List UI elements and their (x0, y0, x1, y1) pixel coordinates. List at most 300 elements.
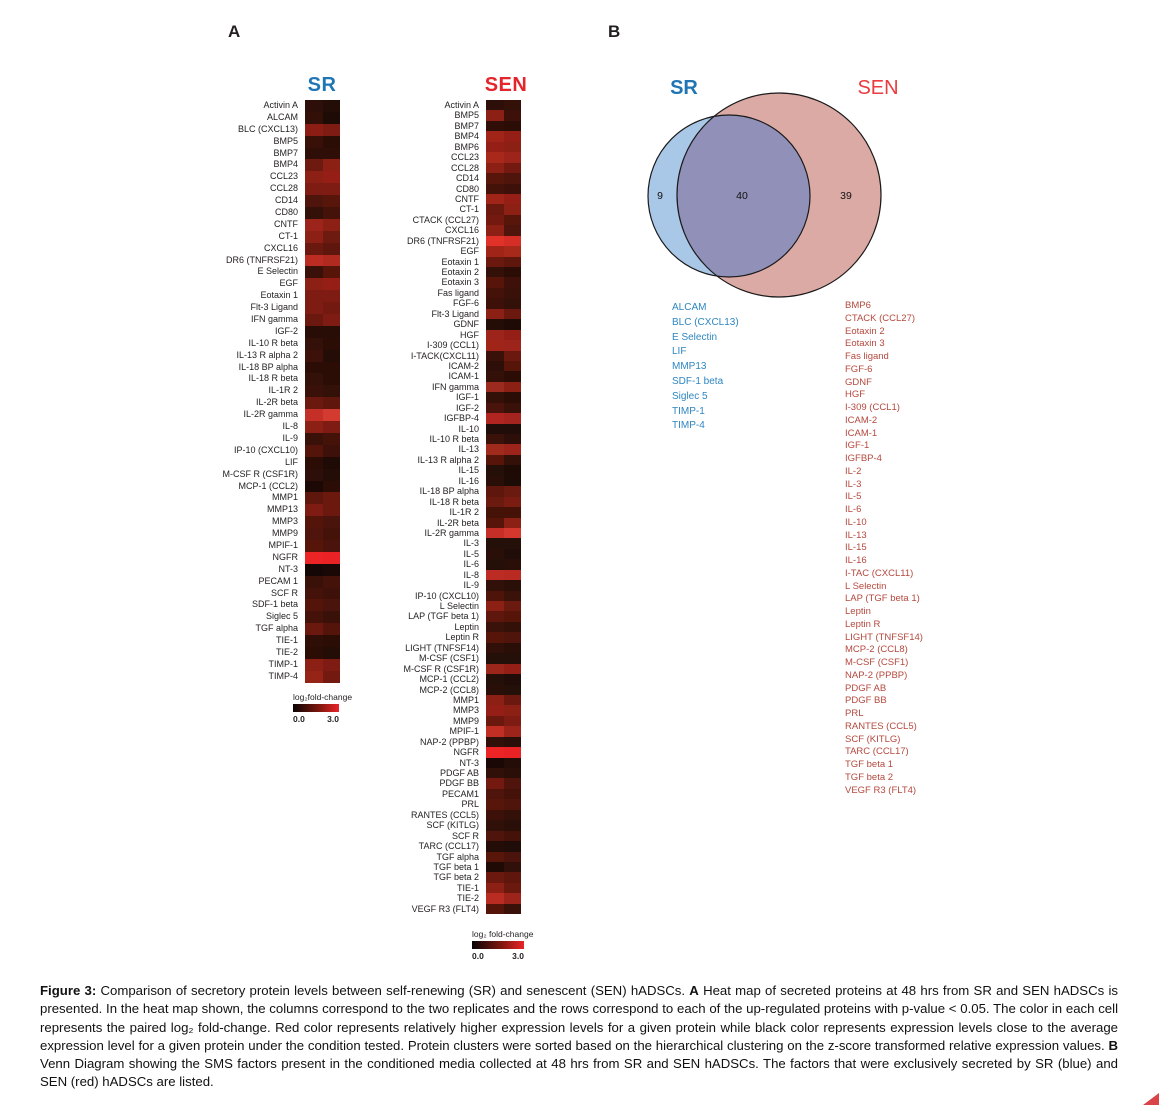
sr-exclusive-item: TIMP-4 (672, 420, 705, 432)
protein-label: CD80 (274, 207, 298, 218)
sen-exclusive-list (845, 300, 923, 797)
heatmap-cell-replicate1 (486, 622, 504, 632)
heatmap-cell-replicate2 (504, 737, 522, 747)
protein-label: CCL28 (269, 183, 298, 194)
heatmap-cell-replicate1 (486, 476, 504, 486)
protein-label: Leptin (454, 621, 479, 632)
protein-label: IL-6 (463, 559, 479, 570)
heatmap-cell-replicate2 (504, 351, 522, 361)
protein-label: IL-13 R alpha 2 (236, 349, 298, 360)
heatmap-cell-replicate2 (504, 747, 522, 757)
heatmap-cell-replicate1 (486, 110, 504, 120)
heatmap-cell-replicate2 (504, 184, 522, 194)
heatmap-row (273, 507, 521, 517)
protein-label: BMP7 (273, 147, 298, 158)
sen-exclusive-item: Leptin R (845, 618, 881, 630)
heatmap-row (273, 862, 521, 872)
heatmap-row (273, 288, 521, 298)
heatmap-row (273, 225, 521, 235)
heatmap-cell-replicate1 (486, 570, 504, 580)
protein-label: IL-3 (463, 538, 479, 549)
sen-exclusive-item: BMP6 (845, 300, 871, 311)
heatmap-cell-replicate2 (504, 319, 522, 329)
heatmap-row (273, 476, 521, 486)
heatmap-row (273, 424, 521, 434)
protein-label: MMP1 (271, 492, 298, 503)
protein-label: CD14 (274, 195, 298, 206)
heatmap-row (273, 893, 521, 903)
protein-label: BMP6 (454, 141, 479, 152)
protein-label: IFN gamma (431, 381, 479, 392)
heatmap-cell-replicate2 (504, 716, 522, 726)
heatmap-cell-replicate2 (504, 591, 522, 601)
protein-label: NT-3 (278, 563, 298, 574)
heatmap-row (273, 518, 521, 528)
heatmap-cell-replicate2 (504, 152, 522, 162)
heatmap-cell-replicate2 (504, 236, 522, 246)
heatmap-row (273, 330, 521, 340)
venn-sen-only-count: 39 (840, 190, 852, 202)
heatmap-row (273, 382, 521, 392)
heatmap-row (273, 497, 521, 507)
protein-label: VEGF R3 (FLT4) (411, 903, 479, 914)
heatmap-row (273, 434, 521, 444)
venn-diagram (635, 70, 925, 315)
heatmap-cell-replicate2 (504, 194, 522, 204)
heatmap-cell-replicate2 (504, 215, 522, 225)
protein-label: ICAM-2 (448, 360, 479, 371)
heatmap-cell-replicate1 (486, 257, 504, 267)
heatmap-cell-replicate2 (504, 622, 522, 632)
sen-scale-label: log₂ fold-change (472, 929, 534, 939)
heatmap-row (273, 611, 521, 621)
heatmap-cell-replicate1 (486, 643, 504, 653)
protein-label: CCL23 (450, 152, 479, 163)
heatmap-row (273, 726, 521, 736)
heatmap-cell-replicate1 (486, 705, 504, 715)
protein-label: SDF-1 beta (251, 599, 298, 610)
heatmap-cell-replicate2 (504, 872, 522, 882)
heatmap-cell-replicate2 (504, 267, 522, 277)
heatmap-row (273, 361, 521, 371)
protein-label: IL-15 (458, 465, 479, 476)
sen-exclusive-item: Fas ligand (845, 351, 889, 362)
heatmap-cell-replicate1 (486, 538, 504, 548)
caption-segment: B (1108, 1037, 1118, 1053)
heatmap-cell-replicate1 (486, 465, 504, 475)
protein-label: MMP1 (452, 694, 479, 705)
protein-label: IGF-2 (274, 325, 298, 336)
protein-label: IL-10 R beta (248, 337, 298, 348)
sen-heatmap (273, 100, 521, 914)
heatmap-cell-replicate2 (504, 413, 522, 423)
heatmap-cell-replicate2 (504, 257, 522, 267)
heatmap-row (273, 820, 521, 830)
heatmap-row (273, 538, 521, 548)
heatmap-row (273, 257, 521, 267)
heatmap-cell-replicate1 (486, 351, 504, 361)
heatmap-row (273, 340, 521, 350)
protein-label: Siglec 5 (265, 611, 298, 622)
sen-scale-min: 0.0 (472, 951, 484, 961)
protein-label: IL-8 (463, 569, 479, 580)
protein-label: CT-1 (459, 204, 479, 215)
heatmap-row (273, 444, 521, 454)
heatmap-row (273, 549, 521, 559)
heatmap-row (273, 883, 521, 893)
heatmap-row (273, 758, 521, 768)
protein-label: DR6 (TNFRSF21) (406, 235, 479, 246)
heatmap-cell-replicate2 (504, 121, 522, 131)
heatmap-row (273, 716, 521, 726)
heatmap-cell-replicate2 (504, 371, 522, 381)
protein-label: IL-5 (463, 548, 479, 559)
heatmap-cell-replicate1 (486, 236, 504, 246)
protein-label: E Selectin (257, 266, 298, 277)
heatmap-cell-replicate1 (486, 424, 504, 434)
heatmap-cell-replicate2 (504, 778, 522, 788)
heatmap-cell-replicate2 (504, 476, 522, 486)
heatmap-cell-replicate2 (504, 549, 522, 559)
heatmap-cell-replicate1 (486, 580, 504, 590)
heatmap-cell-replicate2 (504, 392, 522, 402)
protein-label: ICAM-1 (448, 371, 479, 382)
protein-label: MMP9 (271, 528, 298, 539)
heatmap-cell-replicate1 (486, 726, 504, 736)
heatmap-cell-replicate2 (504, 465, 522, 475)
sen-exclusive-item: Leptin (845, 606, 871, 617)
protein-label: SCF R (452, 830, 479, 841)
protein-label: MMP9 (452, 715, 479, 726)
sen-exclusive-item: PDGF AB (845, 682, 887, 694)
heatmap-cell-replicate2 (504, 298, 522, 308)
sr-heatmap-title: SR (307, 74, 337, 96)
protein-label: BMP4 (273, 159, 298, 170)
sen-exclusive-item: LIGHT (TNFSF14) (845, 631, 923, 643)
protein-label: CD80 (455, 183, 479, 194)
heatmap-cell-replicate2 (504, 340, 522, 350)
heatmap-cell-replicate2 (504, 455, 522, 465)
protein-label: CNTF (455, 193, 479, 204)
protein-label: BMP5 (273, 135, 298, 146)
protein-label: IL-16 (458, 475, 479, 486)
heatmap-cell-replicate1 (486, 330, 504, 340)
heatmap-cell-replicate2 (504, 528, 522, 538)
sr-scale-label: log₂fold-change (293, 692, 353, 702)
heatmap-cell-replicate1 (486, 820, 504, 830)
sen-exclusive-item: I-309 (CCL1) (845, 402, 900, 413)
heatmap-cell-replicate1 (486, 831, 504, 841)
protein-label: IL-1R 2 (268, 385, 298, 396)
heatmap-cell-replicate2 (504, 831, 522, 841)
heatmap-row (273, 277, 521, 287)
protein-label: M-CSF R (CSF1R) (222, 468, 298, 479)
heatmap-cell-replicate1 (486, 288, 504, 298)
protein-label: BMP5 (454, 110, 479, 121)
heatmap-cell-replicate1 (486, 361, 504, 371)
heatmap-row (273, 872, 521, 882)
protein-label: PDGF AB (439, 768, 479, 778)
sen-scale-gradient (472, 941, 524, 949)
heatmap-cell-replicate2 (504, 893, 522, 903)
heatmap-row (273, 559, 521, 569)
heatmap-cell-replicate1 (486, 758, 504, 768)
heatmap-cell-replicate2 (504, 163, 522, 173)
heatmap-cell-replicate2 (504, 705, 522, 715)
sen-exclusive-item: Eotaxin 2 (845, 325, 885, 337)
protein-label: IL-8 (282, 421, 298, 432)
protein-label: TGF beta 1 (433, 861, 479, 872)
heatmap-row (273, 789, 521, 799)
protein-label: Activin A (444, 100, 479, 110)
heatmap-cell-replicate1 (486, 173, 504, 183)
sen-exclusive-item: GDNF (845, 376, 872, 388)
protein-label: CCL28 (450, 162, 479, 173)
protein-label: IFN gamma (250, 314, 298, 325)
heatmap-cell-replicate2 (504, 434, 522, 444)
heatmap-cell-replicate2 (504, 507, 522, 517)
protein-label: IL-2R beta (255, 397, 298, 408)
protein-label: IL-18 R beta (429, 496, 479, 507)
protein-label: Eotaxin 1 (260, 290, 298, 301)
heatmap-cell-replicate1 (486, 152, 504, 162)
heatmap-row (273, 841, 521, 851)
protein-label: M-CSF R (CSF1R) (403, 663, 479, 674)
protein-label: I-TACK(CXCL11) (410, 350, 479, 361)
heatmap-cell-replicate2 (504, 204, 522, 214)
heatmap-cell-replicate2 (504, 820, 522, 830)
heatmap-cell-replicate1 (486, 632, 504, 642)
heatmap-cell-replicate1 (486, 904, 504, 914)
heatmap-row (273, 799, 521, 809)
heatmap-cell-replicate2 (504, 424, 522, 434)
heatmap-cell-replicate1 (486, 883, 504, 893)
heatmap-row (273, 591, 521, 601)
heatmap-cell-replicate2 (504, 330, 522, 340)
heatmap-cell-replicate1 (486, 810, 504, 820)
heatmap-cell-replicate1 (486, 455, 504, 465)
heatmap-row (273, 173, 521, 183)
protein-label: IGFBP-4 (443, 413, 479, 424)
heatmap-row (273, 152, 521, 162)
protein-label: CTACK (CCL27) (412, 214, 479, 225)
sr-exclusive-item: LIF (672, 346, 687, 358)
heatmap-cell-replicate1 (486, 799, 504, 809)
protein-label: IL-10 (458, 423, 479, 434)
protein-label: IL-2R gamma (424, 527, 479, 538)
protein-label: IL-10 R beta (429, 434, 479, 444)
sr-exclusive-item: TIMP-1 (672, 405, 705, 417)
protein-label: Fas ligand (437, 287, 479, 298)
sen-exclusive-item: ICAM-2 (845, 414, 878, 426)
heatmap-cell-replicate1 (486, 163, 504, 173)
protein-label: NGFR (453, 747, 479, 758)
caption-segment: Comparison of secretory protein levels between self-renewing (SR) and senescent (SEN) hADSCs. (100, 983, 690, 998)
heatmap-cell-replicate2 (504, 601, 522, 611)
heatmap-row (273, 121, 521, 131)
heatmap-row (273, 351, 521, 361)
sr-exclusive-item: E Selectin (672, 331, 718, 343)
sen-color-scale (472, 929, 533, 961)
heatmap-row (273, 403, 521, 413)
heatmap-cell-replicate2 (504, 559, 522, 569)
heatmap-cell-replicate1 (486, 371, 504, 381)
sen-exclusive-item: RANTES (CCL5) (845, 720, 917, 732)
protein-label: BLC (CXCL13) (237, 123, 298, 134)
protein-label: IL-2R gamma (243, 409, 298, 420)
sen-exclusive-item: FGF-6 (845, 363, 873, 375)
protein-label: Eotaxin 1 (441, 256, 479, 267)
heatmap-cell-replicate2 (504, 277, 522, 287)
sen-exclusive-item: IL-3 (845, 478, 862, 490)
protein-label: PDGF BB (439, 778, 479, 789)
heatmap-cell-replicate2 (504, 799, 522, 809)
protein-label: TGF alpha (255, 623, 298, 634)
heatmap-row (273, 319, 521, 329)
protein-label: TIE-2 (456, 893, 479, 904)
heatmap-cell-replicate1 (486, 497, 504, 507)
heatmap-cell-replicate2 (504, 695, 522, 705)
heatmap-cell-replicate1 (486, 549, 504, 559)
heatmap-cell-replicate1 (486, 601, 504, 611)
heatmap-cell-replicate1 (486, 246, 504, 256)
sen-exclusive-item: PRL (845, 708, 864, 719)
protein-label: LIF (284, 456, 298, 467)
protein-label: HGF (460, 329, 479, 340)
heatmap-cell-replicate1 (486, 131, 504, 141)
venn-sen-label: SEN (857, 77, 899, 99)
protein-label: ALCAM (266, 111, 298, 122)
heatmap-row (273, 246, 521, 256)
heatmap-cell-replicate1 (486, 319, 504, 329)
sen-exclusive-item: NAP-2 (PPBP) (845, 669, 908, 681)
venn-overlap-count: 40 (736, 190, 748, 202)
protein-label: IGF-2 (455, 402, 479, 413)
heatmap-cell-replicate1 (486, 559, 504, 569)
heatmap-row (273, 215, 521, 225)
heatmap-row (273, 371, 521, 381)
heatmap-cell-replicate2 (504, 862, 522, 872)
heatmap-cell-replicate2 (504, 142, 522, 152)
protein-label: MCP-2 (CCL8) (419, 684, 479, 695)
sr-exclusive-item: SDF-1 beta (672, 375, 724, 387)
protein-label: IP-10 (CXCL10) (233, 444, 298, 455)
protein-label: PRL (461, 799, 479, 810)
sen-exclusive-item: VEGF R3 (FLT4) (845, 784, 917, 796)
heatmap-row (273, 204, 521, 214)
protein-label: IL-18 BP alpha (238, 361, 298, 372)
sen-heatmap-title: SEN (484, 74, 528, 96)
protein-label: CNTF (274, 218, 298, 229)
sen-exclusive-item: TGF beta 2 (845, 771, 894, 783)
protein-label: MCP-1 (CCL2) (419, 674, 479, 685)
protein-label: NGFR (272, 551, 298, 562)
protein-label: BMP4 (454, 131, 479, 142)
protein-label: EGF (279, 278, 298, 289)
heatmap-cell-replicate1 (486, 382, 504, 392)
heatmap-row (273, 695, 521, 705)
protein-label: TGF beta 2 (433, 872, 479, 883)
protein-label: IL-9 (463, 580, 479, 591)
heatmap-cell-replicate1 (486, 403, 504, 413)
heatmap-cell-replicate1 (486, 664, 504, 674)
sr-exclusive-item: ALCAM (672, 302, 707, 313)
figure-caption (40, 982, 1118, 1092)
heatmap-cell-replicate1 (486, 768, 504, 778)
sen-exclusive-item: TGF beta 1 (845, 759, 894, 770)
heatmap-cell-replicate2 (504, 518, 522, 528)
protein-label: NAP-2 (PPBP) (419, 736, 479, 747)
protein-label: L Selectin (439, 601, 479, 611)
protein-label: TIE-1 (275, 635, 298, 646)
protein-label: TIMP-1 (268, 658, 298, 669)
heatmap-row (273, 622, 521, 632)
heatmap-row (273, 142, 521, 152)
panel-b-label: B (608, 22, 621, 41)
protein-label: NT-3 (459, 757, 479, 768)
protein-label: MPIF-1 (268, 539, 298, 550)
heatmap-cell-replicate1 (486, 309, 504, 319)
heatmap-cell-replicate2 (504, 110, 522, 120)
protein-label: Eotaxin 3 (441, 277, 479, 288)
heatmap-cell-replicate2 (504, 497, 522, 507)
heatmap-cell-replicate2 (504, 632, 522, 642)
venn-sr-label: SR (670, 77, 698, 99)
heatmap-cell-replicate2 (504, 768, 522, 778)
sr-scale-max: 3.0 (327, 714, 339, 724)
sen-exclusive-item: CTACK (CCL27) (845, 312, 916, 324)
heatmap-row (273, 570, 521, 580)
protein-label: PECAM1 (441, 788, 479, 799)
heatmap-row (273, 392, 521, 402)
sr-scale-min: 0.0 (293, 714, 305, 724)
heatmap-row (273, 486, 521, 496)
heatmap-row (273, 705, 521, 715)
protein-label: IL-18 BP alpha (419, 486, 479, 497)
sr-exclusive-item: Siglec 5 (672, 390, 708, 402)
heatmap-cell-replicate1 (486, 100, 504, 110)
heatmap-row (273, 267, 521, 277)
protein-label: LAP (TGF beta 1) (408, 611, 479, 622)
panel-a-label: A (228, 22, 241, 41)
heatmap-row (273, 810, 521, 820)
protein-label: Flt-3 Ligand (250, 302, 298, 313)
protein-label: LIGHT (TNFSF14) (405, 642, 479, 653)
heatmap-row (273, 653, 521, 663)
sen-scale-max: 3.0 (512, 951, 524, 961)
heatmap-cell-replicate1 (486, 716, 504, 726)
protein-label: RANTES (CCL5) (410, 809, 479, 820)
sen-exclusive-item: IGF-1 (845, 440, 870, 452)
heatmap-cell-replicate2 (504, 309, 522, 319)
heatmap-cell-replicate1 (486, 653, 504, 663)
protein-label: DR6 (TNFRSF21) (225, 254, 298, 265)
sen-exclusive-item: L Selectin (845, 580, 887, 592)
venn-sr-only-count: 9 (657, 190, 663, 202)
protein-label: SCF (KITLG) (426, 820, 479, 831)
heatmap-cell-replicate1 (486, 340, 504, 350)
protein-label: TIMP-4 (268, 670, 298, 681)
heatmap-cell-replicate1 (486, 852, 504, 862)
protein-label: BMP7 (454, 120, 479, 131)
protein-label: FGF-6 (453, 298, 479, 309)
protein-label: IP-10 (CXCL10) (414, 590, 479, 601)
sen-exclusive-item: TARC (CCL17) (845, 746, 909, 758)
caption-segment: A (689, 983, 699, 998)
protein-label: CT-1 (278, 230, 298, 241)
heatmap-row (273, 685, 521, 695)
heatmap-cell-replicate1 (486, 225, 504, 235)
